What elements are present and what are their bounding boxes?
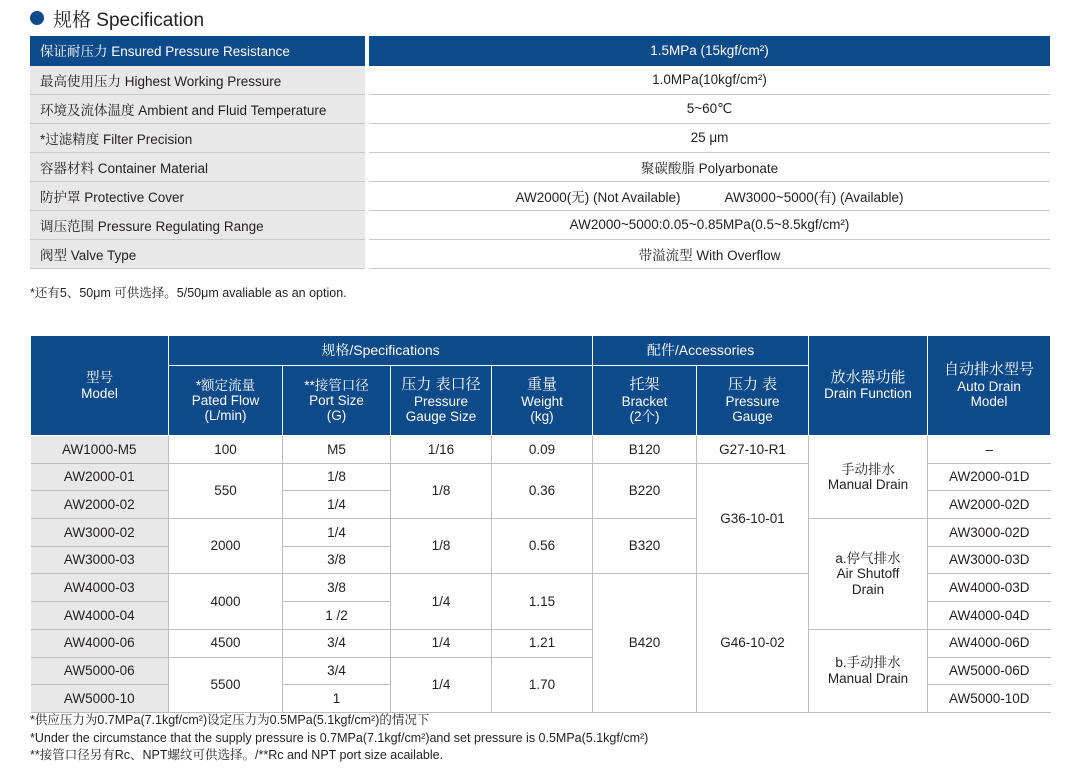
bracket-cell: B320 bbox=[593, 519, 697, 574]
gauge-size-cell: 1/4 bbox=[391, 657, 492, 712]
drain-function-cell: 手动排水 Manual Drain bbox=[809, 436, 928, 519]
model-cell: AW4000-04 bbox=[31, 602, 169, 630]
spec-label: 容器材料 Container Material bbox=[30, 152, 367, 181]
spec-label: 阀型 Valve Type bbox=[30, 239, 367, 268]
auto-drain-cell: AW2000-01D bbox=[928, 463, 1051, 491]
footnotes bbox=[30, 712, 648, 765]
spec-value bbox=[367, 181, 1050, 210]
spec-row bbox=[30, 94, 1050, 123]
spec-row bbox=[30, 123, 1050, 152]
header-auto-drain: 自动排水型号 Auto Drain Model bbox=[928, 336, 1051, 436]
spec-value: 1.0MPa(10kgf/cm²) bbox=[367, 65, 1050, 94]
flow-cell: 5500 bbox=[169, 657, 283, 712]
auto-drain-cell: AW4000-03D bbox=[928, 574, 1051, 602]
header-specifications: 规格/Specifications bbox=[169, 336, 593, 366]
header-accessories: 配件/Accessories bbox=[593, 336, 809, 366]
gauge-size-cell: 1/8 bbox=[391, 519, 492, 574]
model-cell: AW4000-03 bbox=[31, 574, 169, 602]
spec-label: 最高使用压力 Highest Working Pressure bbox=[30, 65, 367, 94]
weight-cell: 0.36 bbox=[492, 463, 593, 518]
cover-value-b: AW3000~5000(有) (Available) bbox=[724, 189, 904, 205]
table-row bbox=[31, 436, 1051, 464]
spec-value: AW2000~5000:0.05~0.85MPa(0.5~8.5kgf/cm²) bbox=[367, 210, 1050, 239]
spec-value: 聚碳酸脂 Polyarbonate bbox=[367, 152, 1050, 181]
spec-row bbox=[30, 181, 1050, 210]
header-model: 型号 Model bbox=[31, 336, 169, 436]
auto-drain-cell: AW3000-03D bbox=[928, 546, 1051, 574]
table-row bbox=[31, 519, 1051, 547]
spec-row bbox=[30, 65, 1050, 94]
spec-value: 5~60℃ bbox=[367, 94, 1050, 123]
flow-cell: 550 bbox=[169, 463, 283, 518]
port-cell: 1 /2 bbox=[283, 602, 391, 630]
header-bracket: 托架 Bracket (2个) bbox=[593, 366, 697, 436]
port-cell: 1/4 bbox=[283, 491, 391, 519]
model-cell: AW2000-02 bbox=[31, 491, 169, 519]
model-cell: AW4000-06 bbox=[31, 629, 169, 657]
section-title bbox=[30, 6, 204, 30]
auto-drain-cell: AW2000-02D bbox=[928, 491, 1051, 519]
model-cell: AW3000-02 bbox=[31, 519, 169, 547]
spec-value: 1.5MPa (15kgf/cm²) bbox=[367, 36, 1050, 65]
spec-note: *还有5、50μm 可供选择。5/50μm avaliable as an option. bbox=[30, 286, 347, 300]
drain-function-cell: a.停气排水 Air Shutoff Drain bbox=[809, 519, 928, 630]
bracket-cell: B220 bbox=[593, 463, 697, 518]
footnote: **接管口径另有Rc、NPT螺纹可供选择。/**Rc and NPT port size acailable. bbox=[30, 748, 444, 762]
model-cell: AW1000-M5 bbox=[31, 436, 169, 464]
gauge-cell: G27-10-R1 bbox=[697, 436, 809, 464]
weight-cell: 1.15 bbox=[492, 574, 593, 629]
footnote: *供应压力为0.7MPa(7.1kgf/cm²)设定压力为0.5MPa(5.1kgf/cm²)的情况下 bbox=[30, 713, 430, 727]
spec-row bbox=[30, 239, 1050, 268]
flow-cell: 4000 bbox=[169, 574, 283, 629]
header-pressure-gauge: 压力 表 Pressure Gauge bbox=[697, 366, 809, 436]
weight-cell: 1.70 bbox=[492, 657, 593, 712]
port-cell: M5 bbox=[283, 436, 391, 464]
auto-drain-cell: AW5000-10D bbox=[928, 685, 1051, 713]
gauge-size-cell: 1/8 bbox=[391, 463, 492, 518]
model-cell: AW3000-03 bbox=[31, 546, 169, 574]
flow-cell: 2000 bbox=[169, 519, 283, 574]
section-title-text: 规格 Specification bbox=[53, 9, 205, 31]
port-cell: 1 bbox=[283, 685, 391, 713]
port-cell: 3/4 bbox=[283, 657, 391, 685]
spec-label: 调压范围 Pressure Regulating Range bbox=[30, 210, 367, 239]
auto-drain-cell: – bbox=[928, 436, 1051, 464]
spec-row bbox=[30, 210, 1050, 239]
gauge-cell: G46-10-02 bbox=[697, 574, 809, 712]
port-cell: 3/8 bbox=[283, 546, 391, 574]
header-port-size: **接管口径 Port Size (G) bbox=[283, 366, 391, 436]
header-rated-flow: *额定流量 Pated Flow (L/min) bbox=[169, 366, 283, 436]
auto-drain-cell: AW5000-06D bbox=[928, 657, 1051, 685]
spec-label: 环境及流体温度 Ambient and Fluid Temperature bbox=[30, 94, 367, 123]
port-cell: 1/8 bbox=[283, 463, 391, 491]
header-drain-function: 放水器功能 Drain Function bbox=[809, 336, 928, 436]
gauge-size-cell: 1/16 bbox=[391, 436, 492, 464]
header-weight: 重量 Weight (kg) bbox=[492, 366, 593, 436]
model-cell: AW5000-06 bbox=[31, 657, 169, 685]
spec-label: 保证耐压力 Ensured Pressure Resistance bbox=[30, 36, 367, 65]
gauge-size-cell: 1/4 bbox=[391, 574, 492, 629]
spec-row bbox=[30, 36, 1050, 65]
port-cell: 1/4 bbox=[283, 519, 391, 547]
bullet-dot-icon bbox=[30, 11, 44, 25]
spec-value: 带溢流型 With Overflow bbox=[367, 239, 1050, 268]
model-cell: AW2000-01 bbox=[31, 463, 169, 491]
footnote: *Under the circumstance that the supply pressure is 0.7MPa(7.1kgf/cm²)and set pressure is 0.5MPa(5.1kgf/cm²) bbox=[30, 730, 649, 745]
spec-label: 防护罩 Protective Cover bbox=[30, 181, 367, 210]
flow-cell: 4500 bbox=[169, 629, 283, 657]
port-cell: 3/8 bbox=[283, 574, 391, 602]
accessories-table bbox=[30, 335, 1051, 713]
flow-cell: 100 bbox=[169, 436, 283, 464]
weight-cell: 0.56 bbox=[492, 519, 593, 574]
bracket-cell: B120 bbox=[593, 436, 697, 464]
spec-table bbox=[30, 36, 1050, 269]
header-gauge-size: 压力 表口径 Pressure Gauge Size bbox=[391, 366, 492, 436]
spec-value: 25 μm bbox=[367, 123, 1050, 152]
model-cell: AW5000-10 bbox=[31, 685, 169, 713]
port-cell: 3/4 bbox=[283, 629, 391, 657]
bracket-cell: B420 bbox=[593, 574, 697, 712]
gauge-cell: G36-10-01 bbox=[697, 463, 809, 574]
auto-drain-cell: AW4000-04D bbox=[928, 602, 1051, 630]
auto-drain-cell: AW3000-02D bbox=[928, 519, 1051, 547]
auto-drain-cell: AW4000-06D bbox=[928, 629, 1051, 657]
spec-row bbox=[30, 152, 1050, 181]
weight-cell: 1.21 bbox=[492, 629, 593, 657]
gauge-size-cell: 1/4 bbox=[391, 629, 492, 657]
cover-value-a: AW2000(无) (Not Available) bbox=[515, 189, 681, 205]
table-row bbox=[31, 629, 1051, 657]
drain-function-cell: b.手动排水 Manual Drain bbox=[809, 629, 928, 712]
spec-label: *过滤精度 Filter Precision bbox=[30, 123, 367, 152]
weight-cell: 0.09 bbox=[492, 436, 593, 464]
